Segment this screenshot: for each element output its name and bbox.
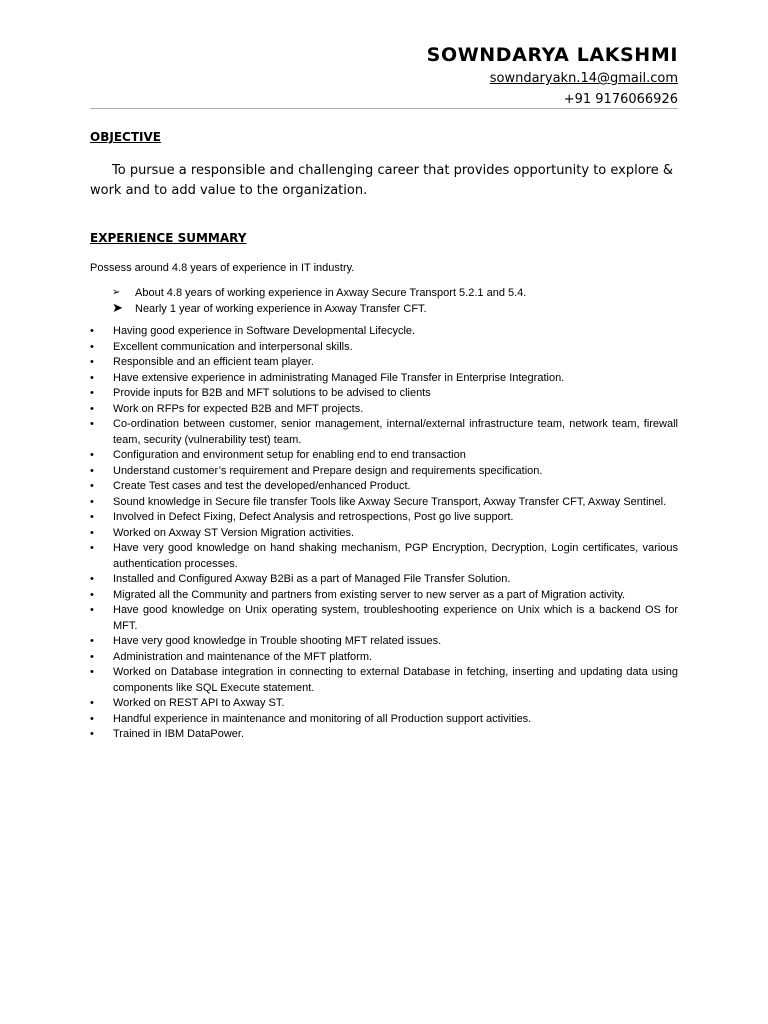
list-item <box>90 355 678 371</box>
list-item <box>90 572 678 588</box>
bullet-icon: • <box>90 340 94 353</box>
candidate-name: SOWNDARYA LAKSHMI <box>426 44 678 66</box>
list-item <box>112 301 526 317</box>
list-item-text: Trained in IBM DataPower. <box>113 728 245 740</box>
list-item <box>90 417 678 448</box>
list-item-text: Excellent communication and interpersonal skills. <box>113 340 353 353</box>
header-divider <box>90 108 678 109</box>
list-item <box>90 588 678 604</box>
bullet-icon: • <box>90 697 94 709</box>
bullet-icon: • <box>90 480 94 492</box>
list-item <box>90 479 678 495</box>
experience-intro: Possess around 4.8 years of experience in IT industry. <box>90 262 355 274</box>
bullet-icon: • <box>90 728 94 740</box>
list-item <box>90 386 678 402</box>
list-item-text: Have very good knowledge in Trouble shooting MFT related issues. <box>113 635 442 647</box>
list-item-text: Understand customer’s requirement and Prepare design and requirements specification. <box>113 464 543 477</box>
list-item <box>90 510 678 526</box>
bullet-icon: • <box>90 573 94 585</box>
list-item-text: About 4.8 years of working experience in Axway Secure Transport 5.2.1 and 5.4. <box>135 287 527 299</box>
list-item-text: Nearly 1 year of working experience in Axway Transfer CFT. <box>135 303 427 315</box>
list-item-text: Involved in Defect Fixing, Defect Analysis and retrospections, Post go live support. <box>113 511 514 523</box>
bullet-icon: • <box>90 418 94 430</box>
arrow-bullet-icon: ➢ <box>112 287 121 298</box>
list-item <box>90 727 678 743</box>
list-item-text: Worked on Database integration in connecting to external Database in fetching, inserting and updating data using components like SQL Execute statement. <box>113 666 678 694</box>
email-link[interactable]: sowndaryakn.14@gmail.com <box>489 71 678 86</box>
bullet-icon: • <box>90 542 94 554</box>
list-item-text: Worked on REST API to Axway ST. <box>113 697 285 709</box>
list-item <box>90 448 678 464</box>
list-item-text: Configuration and environment setup for enabling end to end transaction <box>113 449 466 461</box>
bullet-icon: • <box>90 666 94 678</box>
list-item <box>90 696 678 712</box>
bullet-icon: • <box>90 325 94 337</box>
list-item <box>90 526 678 542</box>
list-item-text: Migrated all the Community and partners from existing server to new server as a part of Migration activity. <box>113 588 626 601</box>
list-item <box>90 464 678 480</box>
list-item <box>112 285 526 301</box>
objective-text: To pursue a responsible and challenging career that provides opportunity to explore & work and to add value to the organization. <box>90 163 673 198</box>
bullet-icon: • <box>90 712 94 725</box>
list-item <box>90 371 678 387</box>
list-item <box>90 650 678 666</box>
list-item-text: Having good experience in Software Developmental Lifecycle. <box>113 325 416 337</box>
bullet-icon: • <box>90 526 94 539</box>
list-item-text: Administration and maintenance of the MFT platform. <box>113 650 373 663</box>
list-item-text: Provide inputs for B2B and MFT solutions to be advised to clients <box>113 387 431 399</box>
bullet-icon: • <box>90 371 94 384</box>
list-item-text: Handful experience in maintenance and monitoring of all Production support activities. <box>113 712 532 725</box>
bullet-icon: • <box>90 588 94 601</box>
bullet-icon: • <box>90 604 94 616</box>
objective-heading: OBJECTIVE <box>90 130 161 144</box>
list-item <box>90 541 678 572</box>
list-item-text: Have very good knowledge on hand shaking mechanism, PGP Encryption, Decryption, Login certificates, various authentication processes. <box>113 542 678 570</box>
list-item <box>90 603 678 634</box>
list-item-text: Have extensive experience in administrating Managed File Transfer in Enterprise Integration. <box>113 371 565 384</box>
experience-arrow-list <box>112 285 526 317</box>
list-item-text: Co-ordination between customer, senior management, internal/external infrastructure team, network team, firewall team, security (vulnerability test) team. <box>113 418 678 446</box>
bullet-icon: • <box>90 464 94 477</box>
list-item <box>90 665 678 696</box>
bullet-icon: • <box>90 635 94 647</box>
list-item-text: Installed and Configured Axway B2Bi as a part of Managed File Transfer Solution. <box>113 573 511 585</box>
list-item-text: Have good knowledge on Unix operating system, troubleshooting experience on Unix which is a backend OS for MFT. <box>113 604 678 632</box>
list-item <box>90 712 678 728</box>
list-item <box>90 340 678 356</box>
bullet-icon: • <box>90 511 94 523</box>
bullet-icon: • <box>90 650 94 663</box>
list-item <box>90 402 678 418</box>
list-item-text: Create Test cases and test the developed/enhanced Product. <box>113 480 411 492</box>
bullet-icon: • <box>90 495 94 508</box>
list-item-text: Responsible and an efficient team player. <box>113 356 314 368</box>
list-item <box>90 634 678 650</box>
experience-bullet-list <box>90 324 678 743</box>
list-item <box>90 324 678 340</box>
list-item-text: Work on RFPs for expected B2B and MFT projects. <box>113 402 364 415</box>
list-item-text: Sound knowledge in Secure file transfer Tools like Axway Secure Transport, Axway Transfer CFT, Axway Sentinel. <box>113 495 667 508</box>
arrow-bullet-icon: ➤ <box>112 300 123 315</box>
experience-summary-heading: EXPERIENCE SUMMARY <box>90 231 247 245</box>
bullet-icon: • <box>90 449 94 461</box>
list-item <box>90 495 678 511</box>
list-item-text: Worked on Axway ST Version Migration activities. <box>113 526 355 539</box>
bullet-icon: • <box>90 387 94 399</box>
bullet-icon: • <box>90 402 94 415</box>
phone-number: +91 9176066926 <box>563 92 678 107</box>
bullet-icon: • <box>90 356 94 368</box>
